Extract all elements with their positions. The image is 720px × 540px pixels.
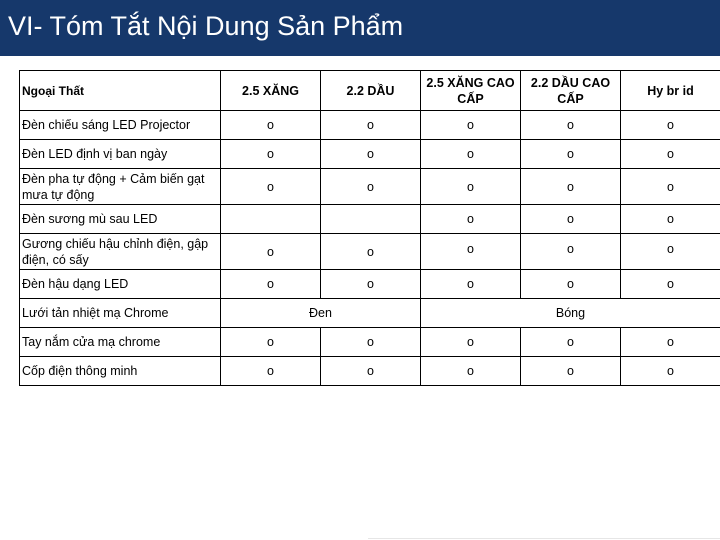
feature-cell: Tay nắm cửa mạ chrome (20, 328, 221, 357)
value-cell: o (221, 111, 321, 140)
table-row (20, 270, 720, 299)
value-cell: o (421, 357, 521, 386)
product-summary-table (19, 70, 720, 386)
value-cell: Đen (221, 299, 421, 328)
value-cell (321, 205, 421, 234)
feature-cell: Đèn chiếu sáng LED Projector (20, 111, 221, 140)
value-cell: o (621, 169, 720, 205)
title-bar (0, 0, 720, 56)
table-row (20, 205, 720, 234)
value-cell: o (421, 234, 521, 270)
value-cell: o (521, 169, 621, 205)
table-row (20, 328, 720, 357)
value-cell: o (221, 140, 321, 169)
value-cell: o (321, 357, 421, 386)
header-cell: 2.5 XĂNG (221, 71, 321, 111)
value-cell: o (421, 205, 521, 234)
value-cell: o (621, 234, 720, 270)
value-cell: o (521, 270, 621, 299)
header-cell: Hy br id (621, 71, 720, 111)
feature-cell: Đèn pha tự động + Cảm biến gạt mưa tự động (20, 169, 221, 205)
table-row (20, 111, 720, 140)
value-cell: o (521, 111, 621, 140)
value-cell: o (521, 234, 621, 270)
divider (368, 538, 720, 539)
value-cell: o (521, 140, 621, 169)
feature-cell: Cốp điện thông minh (20, 357, 221, 386)
value-cell: o (321, 234, 421, 270)
value-cell: o (521, 357, 621, 386)
value-cell: o (221, 234, 321, 270)
table-row (20, 357, 720, 386)
value-cell: o (221, 270, 321, 299)
slide-title: VI- Tóm Tắt Nội Dung Sản Phẩm (8, 11, 404, 41)
value-cell: o (421, 270, 521, 299)
feature-cell: Gương chiếu hậu chỉnh điện, gập điện, có sấy (20, 234, 221, 270)
value-cell: o (621, 270, 720, 299)
value-cell: o (421, 140, 521, 169)
value-cell: o (621, 140, 720, 169)
table-row (20, 234, 720, 270)
value-cell (221, 205, 321, 234)
feature-cell: Đèn sương mù sau LED (20, 205, 221, 234)
table-row (20, 299, 720, 328)
value-cell: o (221, 328, 321, 357)
header-cell: 2.2 DẦU CAO CẤP (521, 71, 621, 111)
value-cell: o (421, 111, 521, 140)
value-cell: o (621, 205, 720, 234)
value-cell: o (321, 270, 421, 299)
value-cell: o (521, 328, 621, 357)
value-cell: Bóng (421, 299, 720, 328)
table-header-row (20, 71, 720, 111)
value-cell: o (321, 111, 421, 140)
header-cell: Ngoại Thất (20, 71, 221, 111)
value-cell: o (421, 169, 521, 205)
feature-cell: Lưới tản nhiệt mạ Chrome (20, 299, 221, 328)
value-cell: o (221, 357, 321, 386)
header-cell: 2.5 XĂNG CAO CẤP (421, 71, 521, 111)
value-cell: o (221, 169, 321, 205)
header-cell: 2.2 DẦU (321, 71, 421, 111)
feature-cell: Đèn LED định vị ban ngày (20, 140, 221, 169)
value-cell: o (521, 205, 621, 234)
table-row (20, 140, 720, 169)
value-cell: o (321, 140, 421, 169)
value-cell: o (621, 357, 720, 386)
table-row (20, 169, 720, 205)
value-cell: o (421, 328, 521, 357)
feature-cell: Đèn hậu dạng LED (20, 270, 221, 299)
value-cell: o (321, 328, 421, 357)
value-cell: o (321, 169, 421, 205)
value-cell: o (621, 111, 720, 140)
value-cell: o (621, 328, 720, 357)
